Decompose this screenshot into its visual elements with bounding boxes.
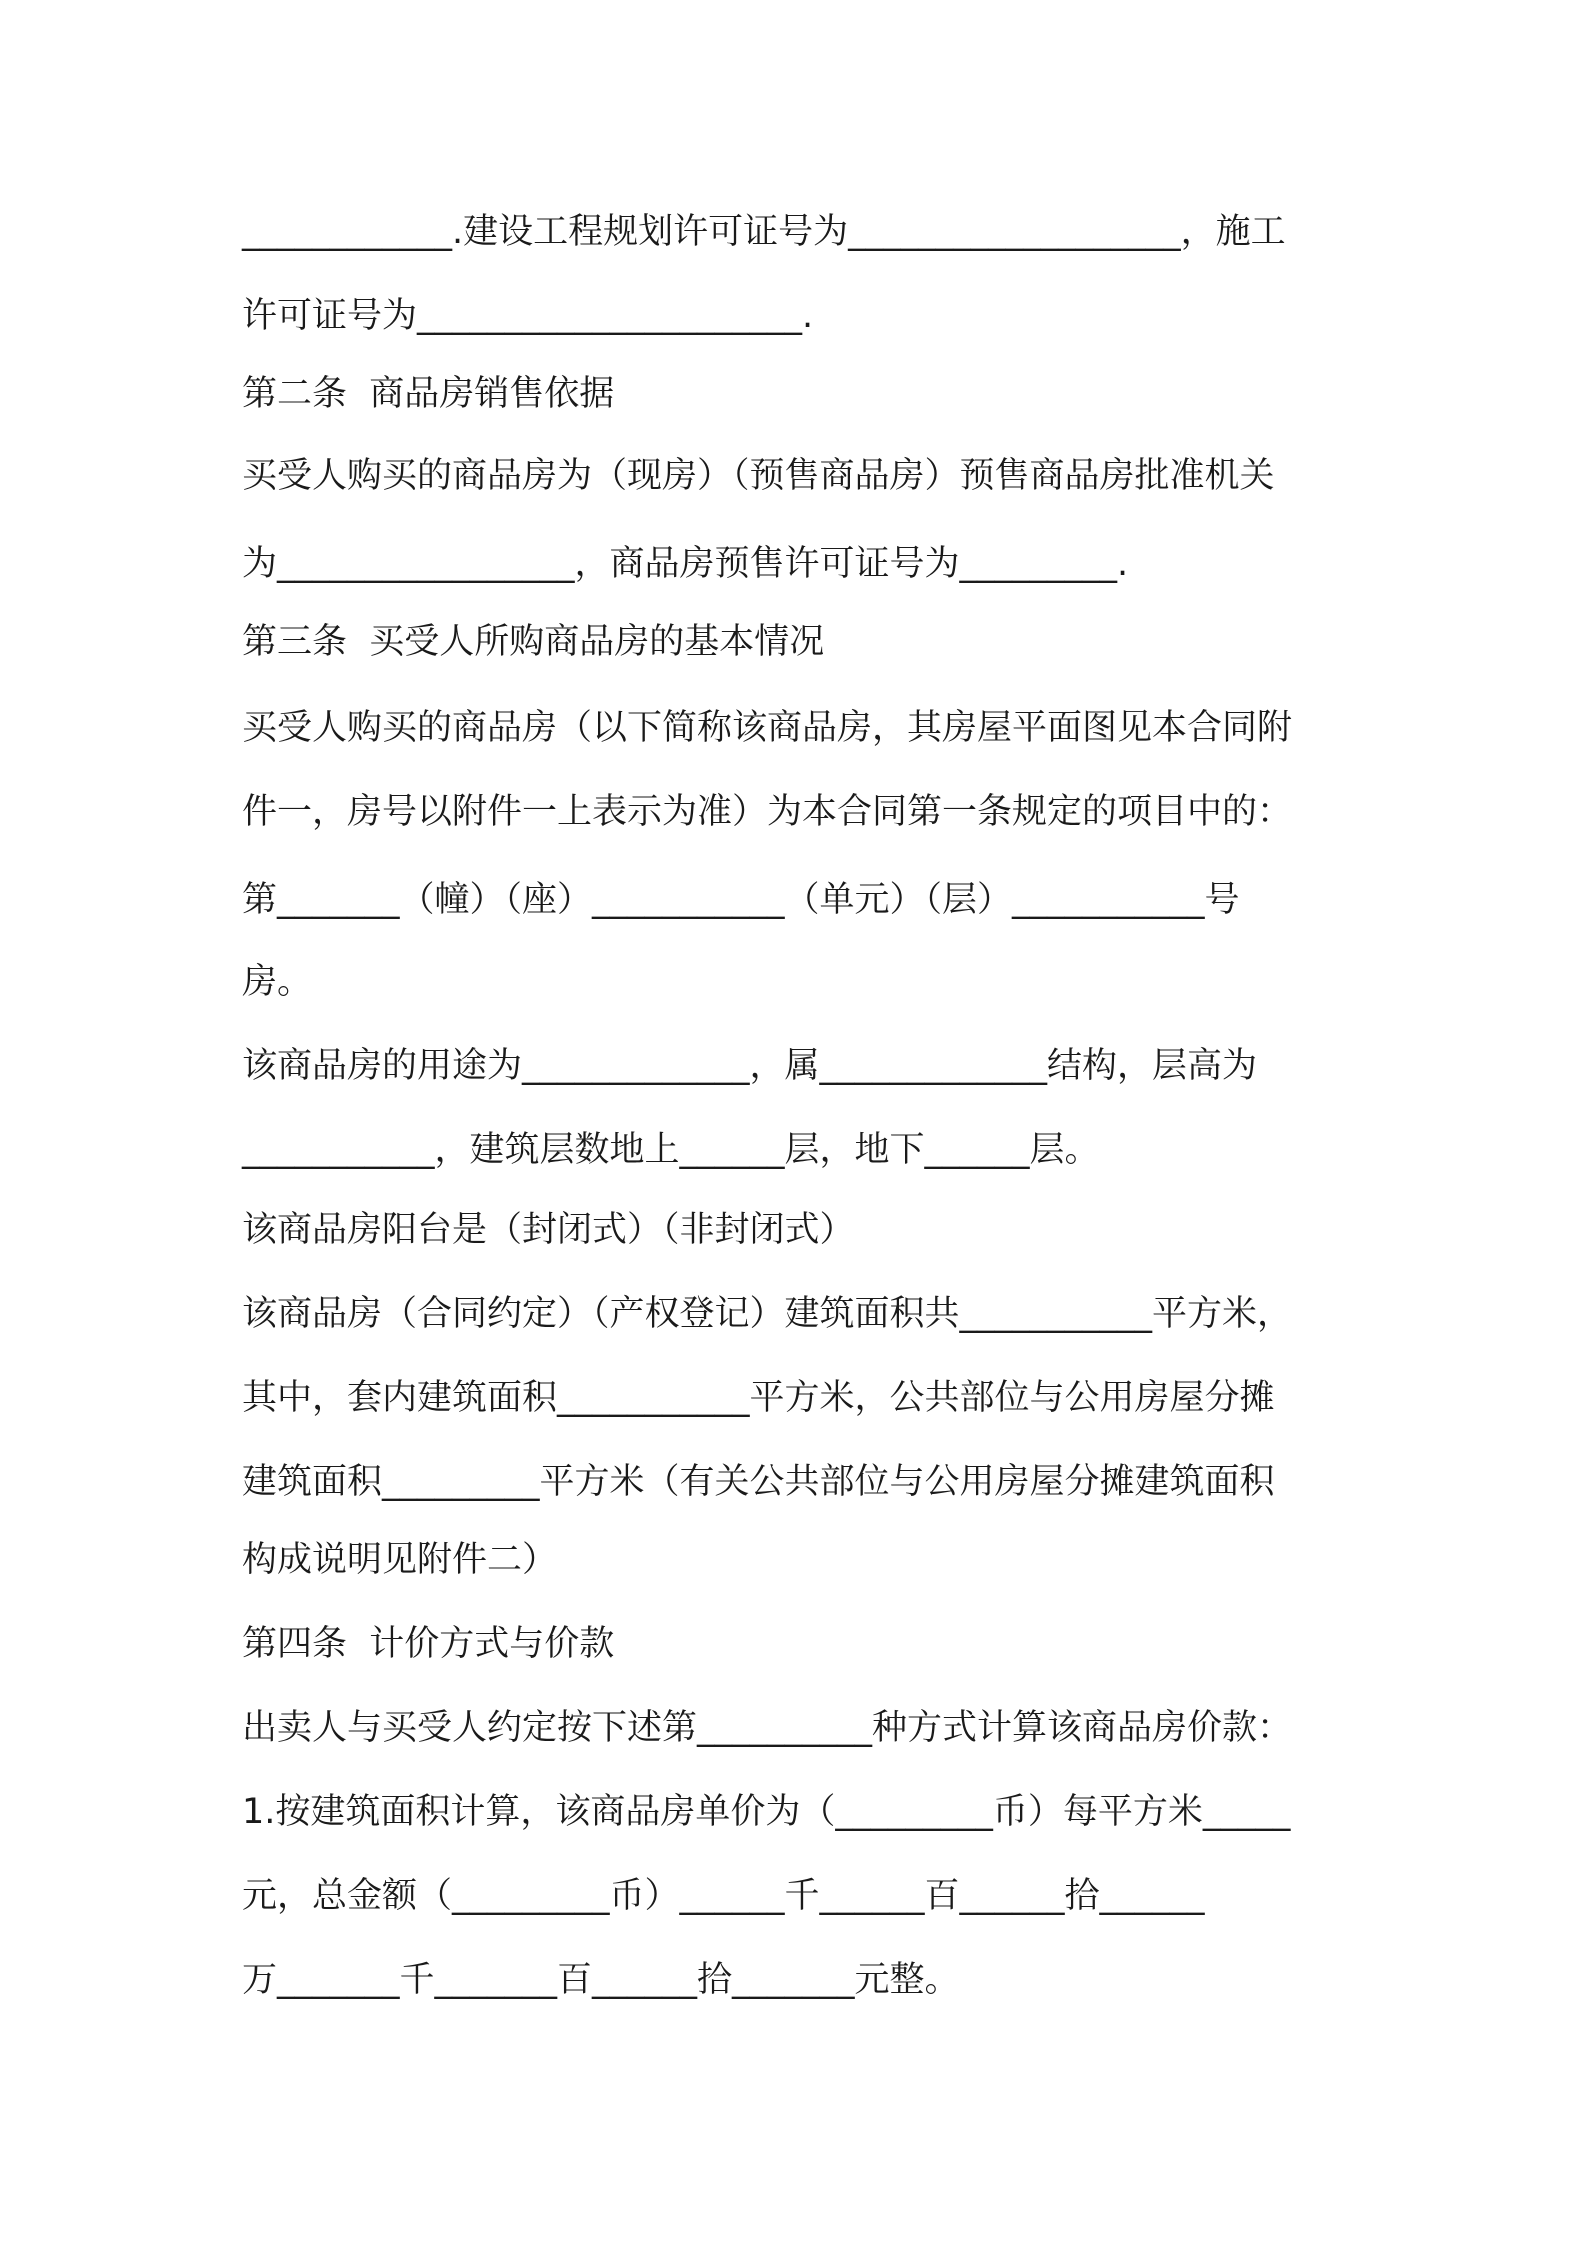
- text-line: 出卖人与买受人约定按下述第__________种方式计算该商品房价款：: [242, 1708, 1293, 1748]
- text-line: 房。: [242, 962, 313, 1002]
- text-line: 买受人购买的商品房（以下简称该商品房，其房屋平面图见本合同附: [242, 708, 1293, 748]
- text-line: 第_______（幢）（座）___________（单元）（层）___________号: [242, 880, 1240, 920]
- text-line: 1.按建筑面积计算，该商品房单价为（_________币）每平方米_____: [242, 1792, 1291, 1832]
- text-line: 万_______千_______百______拾_______元整。: [242, 1960, 960, 2000]
- text-line: 该商品房阳台是（封闭式）（非封闭式）: [242, 1210, 855, 1250]
- text-line: ___________，建筑层数地上______层，地下______层。: [242, 1130, 1100, 1170]
- text-line: 买受人购买的商品房为（现房）（预售商品房）预售商品房批准机关: [242, 456, 1275, 496]
- text-line: 许可证号为______________________.: [242, 296, 814, 336]
- text-line: 其中，套内建筑面积___________平方米，公共部位与公用房屋分摊: [242, 1378, 1275, 1418]
- text-line: 该商品房（合同约定）（产权登记）建筑面积共___________平方米，: [242, 1294, 1293, 1334]
- text-line: ____________.建设工程规划许可证号为___________________，施工: [242, 212, 1286, 252]
- section-heading: 第二条 商品房销售依据: [242, 374, 615, 414]
- text-line: 建筑面积_________平方米（有关公共部位与公用房屋分摊建筑面积: [242, 1462, 1275, 1502]
- text-line: 该商品房的用途为_____________，属_____________结构，层高为: [242, 1046, 1258, 1086]
- section-heading: 第三条 买受人所购商品房的基本情况: [242, 622, 825, 662]
- text-line: 构成说明见附件二）: [242, 1540, 558, 1580]
- text-line: 件一，房号以附件一上表示为准）为本合同第一条规定的项目中的：: [242, 792, 1293, 832]
- text-line: 元，总金额（_________币）______千______百______拾______: [242, 1876, 1205, 1916]
- text-line: 为_________________，商品房预售许可证号为_________.: [242, 544, 1129, 584]
- section-heading: 第四条 计价方式与价款: [242, 1624, 615, 1664]
